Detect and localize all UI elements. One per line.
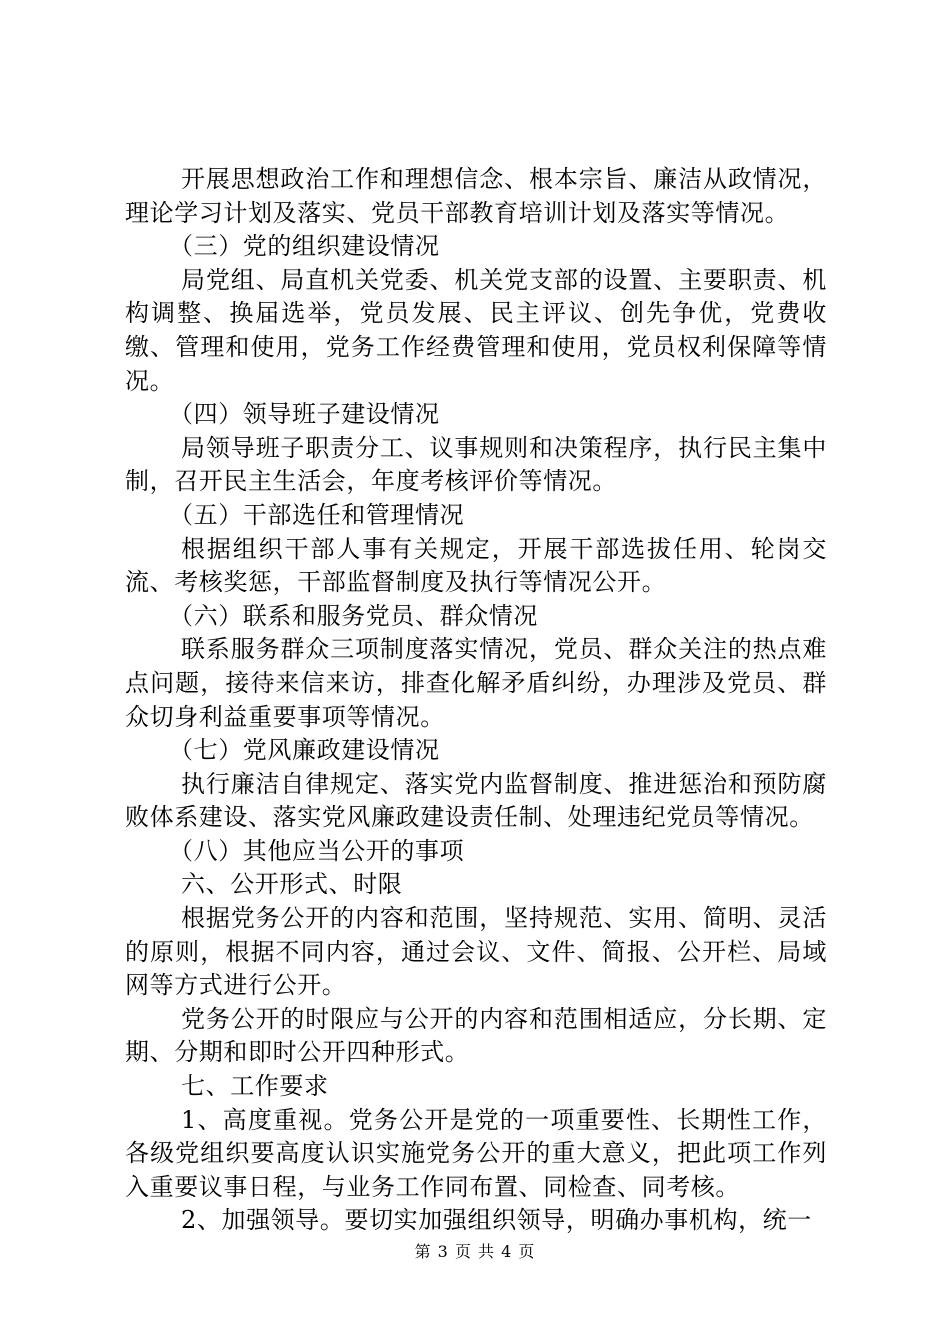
document-body (125, 163, 827, 1238)
section-subheading: （五）干部选任和管理情况 (169, 500, 465, 529)
section-subheading: （八）其他应当公开的事项 (169, 836, 465, 865)
body-paragraph: 执行廉洁自律规定、落实党内监督制度、推进惩治和预防腐败体系建设、落实党风廉政建设责任制、处理违纪党员等情况。 (125, 769, 827, 832)
body-paragraph: 开展思想政治工作和理想信念、根本宗旨、廉洁从政情况，理论学习计划及落实、党员干部教育培训计划及落实等情况。 (125, 165, 827, 227)
body-paragraph: 局党组、局直机关党委、机关党支部的设置、主要职责、机构调整、换届选举，党员发展、民主评议、创先争优，党费收缴、管理和使用，党务工作经费管理和使用，党员权利保障等情况。 (125, 265, 827, 395)
section-heading: 七、工作要求 (181, 1072, 329, 1101)
section-subheading: （三）党的组织建设情况 (169, 232, 440, 261)
body-paragraph: 根据组织干部人事有关规定，开展干部选拔任用、轮岗交流、考核奖惩，干部监督制度及执行等情况公开。 (125, 534, 827, 597)
body-paragraph: 2、加强领导。要切实加强组织领导，明确办事机构，统一 (181, 1206, 812, 1235)
section-heading: 六、公开形式、时限 (181, 870, 403, 899)
section-subheading: （七）党风廉政建设情况 (169, 736, 440, 765)
section-subheading: （四）领导班子建设情况 (169, 400, 440, 429)
body-paragraph: 根据党务公开的内容和范围，坚持规范、实用、简明、灵活的原则，根据不同内容，通过会议、文件、简报、公开栏、局域网等方式进行公开。 (125, 904, 827, 1000)
body-paragraph: 1、高度重视。党务公开是党的一项重要性、长期性工作，各级党组织要高度认识实施党务公开的重大意义，把此项工作列入重要议事日程，与业务工作同布置、同检查、同考核。 (125, 1105, 827, 1201)
section-subheading: （六）联系和服务党员、群众情况 (169, 601, 538, 630)
body-paragraph: 党务公开的时限应与公开的内容和范围相适应，分长期、定期、分期和即时公开四种形式。 (125, 1004, 827, 1067)
body-paragraph: 局领导班子职责分工、议事规则和决策程序，执行民主集中制，召开民主生活会，年度考核评价等情况。 (125, 433, 827, 496)
page-footer: 第 3 页 共 4 页 (414, 1242, 536, 1261)
body-paragraph: 联系服务群众三项制度落实情况，党员、群众关注的热点难点问题，接待来信来访，排查化解矛盾纠纷，办理涉及党员、群众切身利益重要事项等情况。 (125, 635, 827, 731)
